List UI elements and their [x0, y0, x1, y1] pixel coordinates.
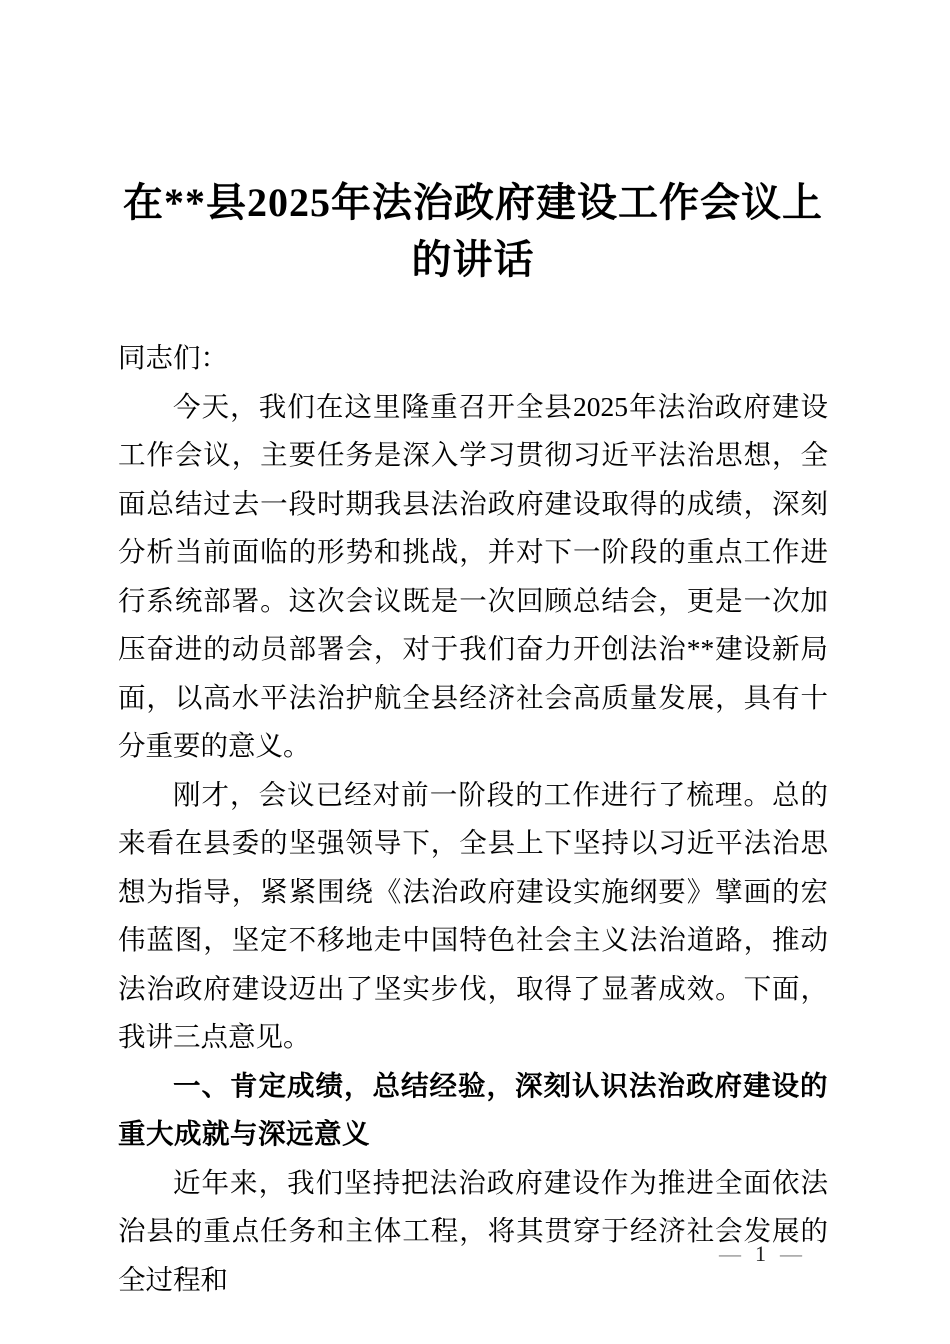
document-body — [118, 334, 828, 1304]
page-number: 1 — [755, 1241, 766, 1266]
page-footer — [719, 1242, 802, 1266]
paragraph-2: 刚才，会议已经对前一阶段的工作进行了梳理。总的来看在县委的坚强领导下，全县上下坚持以习近平法治思想为指导，紧紧围绕《法治政府建设实施纲要》擘画的宏伟蓝图，坚定不移地走中国特色社会主义法治道路，推动法治政府建设迈出了坚实步伐，取得了显著成效。下面，我讲三点意见。 — [118, 778, 828, 1052]
section-heading-1: 一、肯定成绩，总结经验，深刻认识法治政府建设的重大成就与深远意义 — [118, 1069, 828, 1149]
salutation: 同志们： — [118, 342, 228, 373]
footer-right-dash: — — [780, 1241, 802, 1266]
paragraph-1: 今天，我们在这里隆重召开全县2025年法治政府建设工作会议，主要任务是深入学习贯彻习近平法治思想，全面总结过去一段时期我县法治政府建设取得的成绩，深刻分析当前面临的形势和挑战，并对下一阶段的重点工作进行系统部署。这次会议既是一次回顾总结会，更是一次加压奋进的动员部署会，对于我们奋力开创法治**建设新局面，以高水平法治护航全县经济社会高质量发展，具有十分重要的意义。 — [118, 390, 828, 761]
paragraph-3: 近年来，我们坚持把法治政府建设作为推进全面依法治县的重点任务和主体工程，将其贯穿于经济社会发展的全过程和 — [118, 1166, 828, 1295]
footer-left-dash: — — [719, 1241, 741, 1266]
document-title: 在**县2025年法治政府建设工作会议上的讲话 — [123, 180, 823, 282]
